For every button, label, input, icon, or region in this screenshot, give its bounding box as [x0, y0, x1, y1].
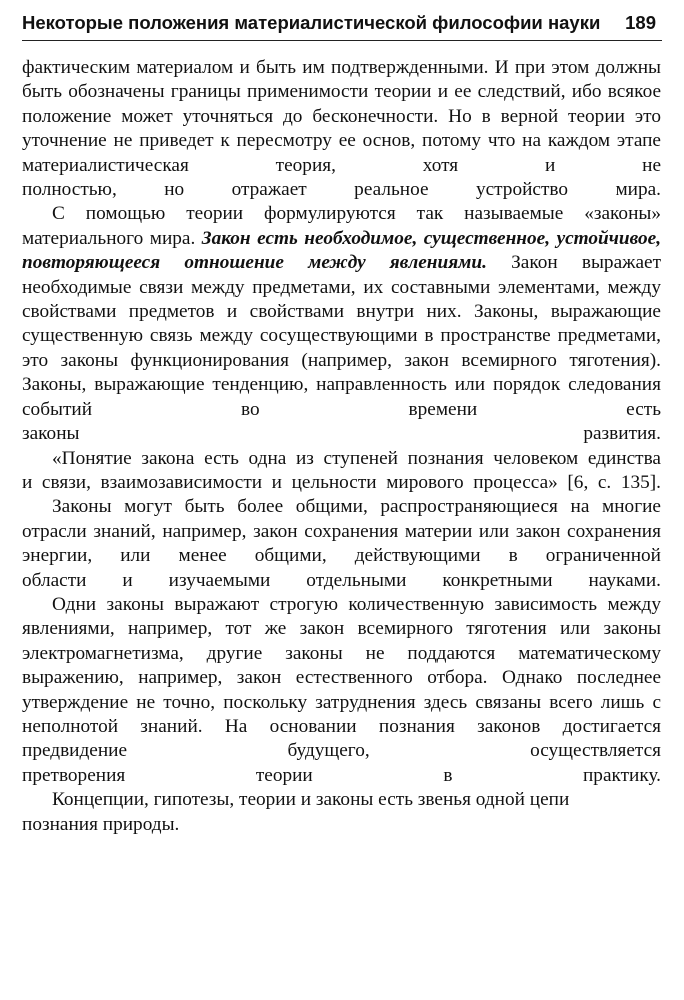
running-title: Некоторые положения материалистической философии науки [22, 12, 601, 33]
text-line: потому что на каждом этапе материалистическая теория, хотя и не [22, 130, 661, 176]
law-definition: Закон есть необходимое, существенное, [201, 227, 551, 249]
text-line: направленность или порядок следования событий во времени есть [22, 374, 661, 420]
text-line: законы развития. [22, 423, 661, 445]
body-text [22, 56, 661, 837]
text-line: между явлениями, например, тот же закон всемирного тяготения или [22, 593, 661, 640]
page-number: 189 [625, 12, 656, 33]
text-line: претворения теории в практику. [22, 764, 661, 786]
text-line: Законы, выражающие существенную связь между сосуществующими в [22, 301, 661, 347]
text-line: Закон [486, 252, 558, 274]
text-line: Законы могут быть более общими, распространяющиеся на многие [52, 496, 661, 518]
text-line: пространстве предметами, это законы функционирования (например, [22, 325, 661, 371]
text-line: области и изучаемыми отдельными конкретными науками. [22, 569, 661, 591]
text-line: математическому выражению, например, закон естественного отбора. [22, 642, 661, 689]
text-line: материального мира. [22, 227, 202, 249]
text-line: «Понятие закона есть одна из ступеней познания человеком единства [52, 447, 661, 469]
paragraph [22, 56, 661, 202]
text-line: Одни законы выражают строгую количественную зависимость [52, 593, 598, 615]
paragraph [22, 202, 661, 446]
text-line: связаны всего лишь с неполнотой знаний. На основании познания [22, 691, 662, 737]
text-line: элементами, между свойствами предметов и свойствами внутри них. [22, 276, 661, 323]
text-line: законов достигается предвидение будущего, осуществляется [22, 715, 662, 762]
text-line: Однако последнее утверждение не точно, поскольку затруднения здесь [22, 667, 662, 713]
text-line: и связи, взаимозависимости и цельности мирового процесса» [6, с. 135]. [22, 471, 661, 493]
text-line: С помощью теории формулируются так называемые «законы» [52, 203, 661, 225]
paragraph [22, 447, 661, 496]
text-line: выражает необходимые связи между предметами, их составными [22, 252, 661, 298]
text-line: законы электромагнетизма, другие законы не поддаются [22, 618, 661, 664]
paragraph [22, 495, 661, 593]
text-line: должны быть обозначены границы применимости теории и ее [22, 57, 661, 103]
text-line: полностью, но отражает реальное устройство мира. [22, 179, 661, 201]
text-line: сохранения энергии, или менее общими, действующими в ограниченной [22, 520, 661, 567]
text-line: Концепции, гипотезы, теории и законы есть звенья одной цепи [52, 789, 570, 811]
text-line: следствий, ибо всякое положение может уточняться до бесконечности. [22, 81, 661, 127]
text-line: закон всемирного тяготения). Законы, выражающие тенденцию, [22, 349, 661, 396]
text-line: познания природы. [22, 813, 180, 835]
paragraph [22, 593, 661, 788]
text-line: фактическим материалом и быть им подтвержденными. И при этом [22, 57, 590, 78]
paragraph [22, 788, 661, 837]
running-header [22, 10, 662, 41]
text-line: отрасли знаний, например, закон сохранения материи или закон [22, 520, 561, 542]
law-definition: устойчивое, повторяющееся отношение между явлениями. [22, 227, 662, 274]
text-line: Но в верной теории это уточнение не приведет к пересмотру ее основ, [22, 105, 661, 152]
